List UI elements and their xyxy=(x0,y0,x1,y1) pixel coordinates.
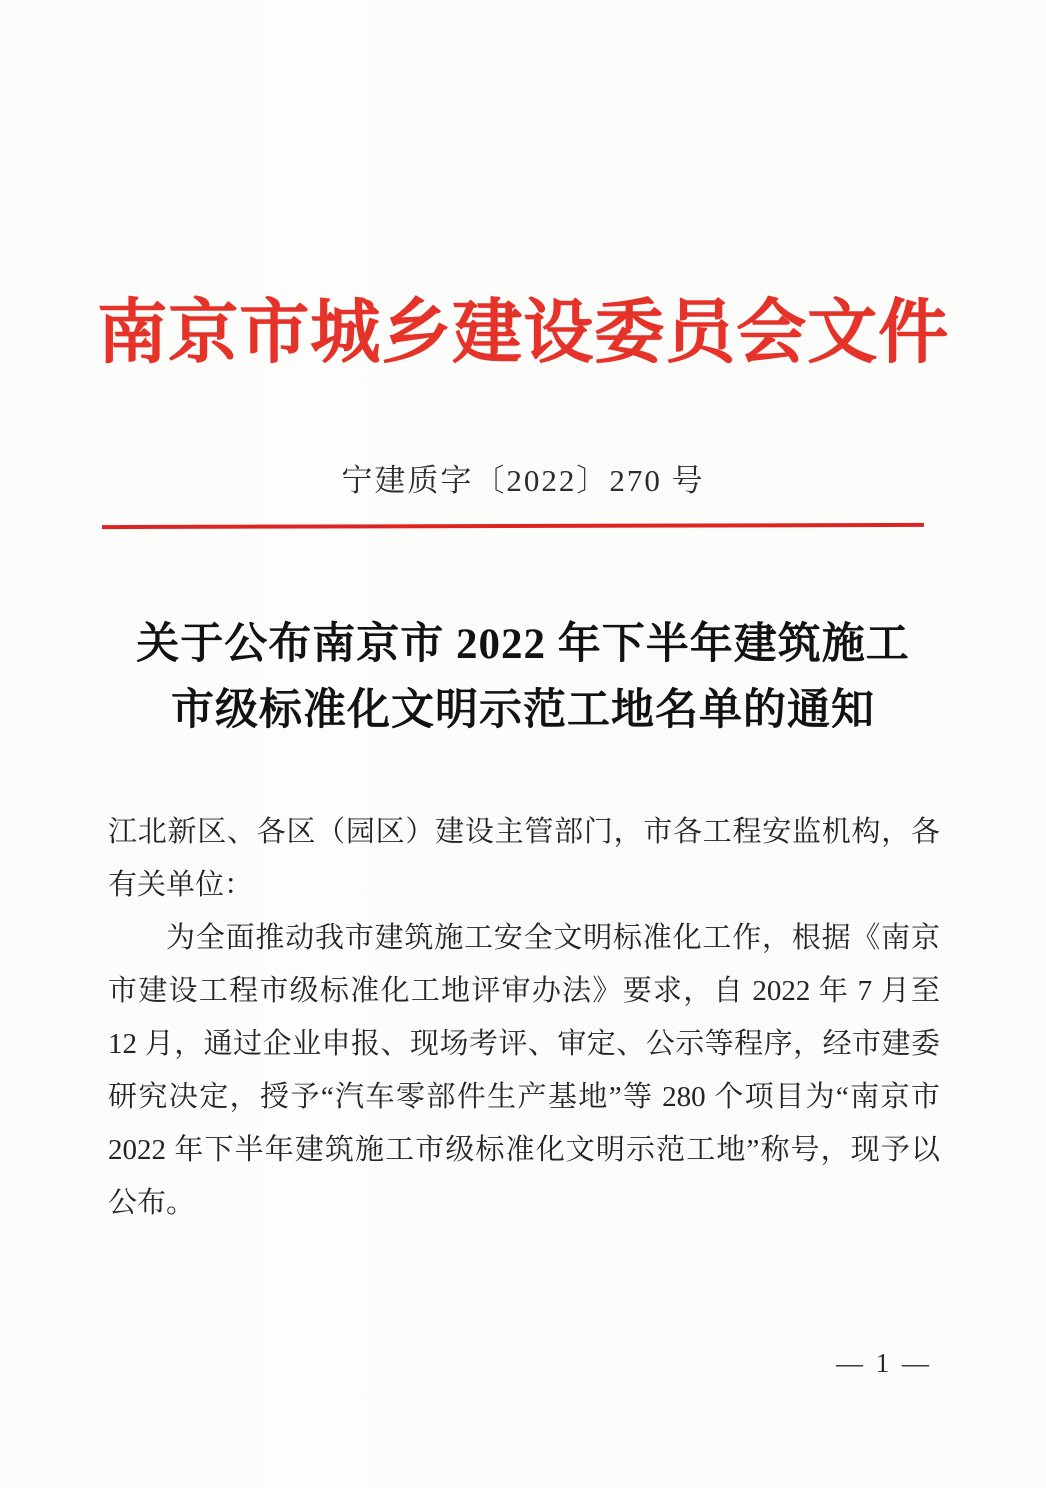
notice-body xyxy=(108,806,940,1230)
body-line-salutation-2: 有关单位： xyxy=(108,869,254,901)
body-line-paragraph-3: 12 月，通过企业申报、现场考评、审定、公示等程序，经市建委 xyxy=(108,1028,940,1060)
notice-title-line1: 关于公布南京市 2022 年下半年建筑施工 xyxy=(136,621,910,668)
page-number: — 1 — xyxy=(836,1348,932,1378)
document-number: 宁建质字〔2022〕270 号 xyxy=(341,463,705,498)
notice-title xyxy=(0,612,1046,744)
notice-title-line2: 市级标准化文明示范工地名单的通知 xyxy=(171,687,875,734)
red-divider-line xyxy=(102,523,924,529)
body-line-salutation-1: 江北新区、各区（园区）建设主管部门，市各工程安监机构，各 xyxy=(108,816,940,848)
body-line-paragraph-6: 公布。 xyxy=(108,1187,196,1219)
body-line-paragraph-2: 市建设工程市级标准化工地评审办法》要求，自 2022 年 7 月至 xyxy=(108,975,940,1007)
document-header-title: 南京市城乡建设委员会文件 xyxy=(97,295,949,372)
body-line-paragraph-5: 2022 年下半年建筑施工市级标准化文明示范工地”称号，现予以 xyxy=(108,1134,940,1166)
body-line-paragraph-1: 为全面推动我市建筑施工安全文明标准化工作，根据《南京 xyxy=(166,922,940,954)
body-line-paragraph-4: 研究决定，授予“汽车零部件生产基地”等 280 个项目为“南京市 xyxy=(108,1081,940,1113)
